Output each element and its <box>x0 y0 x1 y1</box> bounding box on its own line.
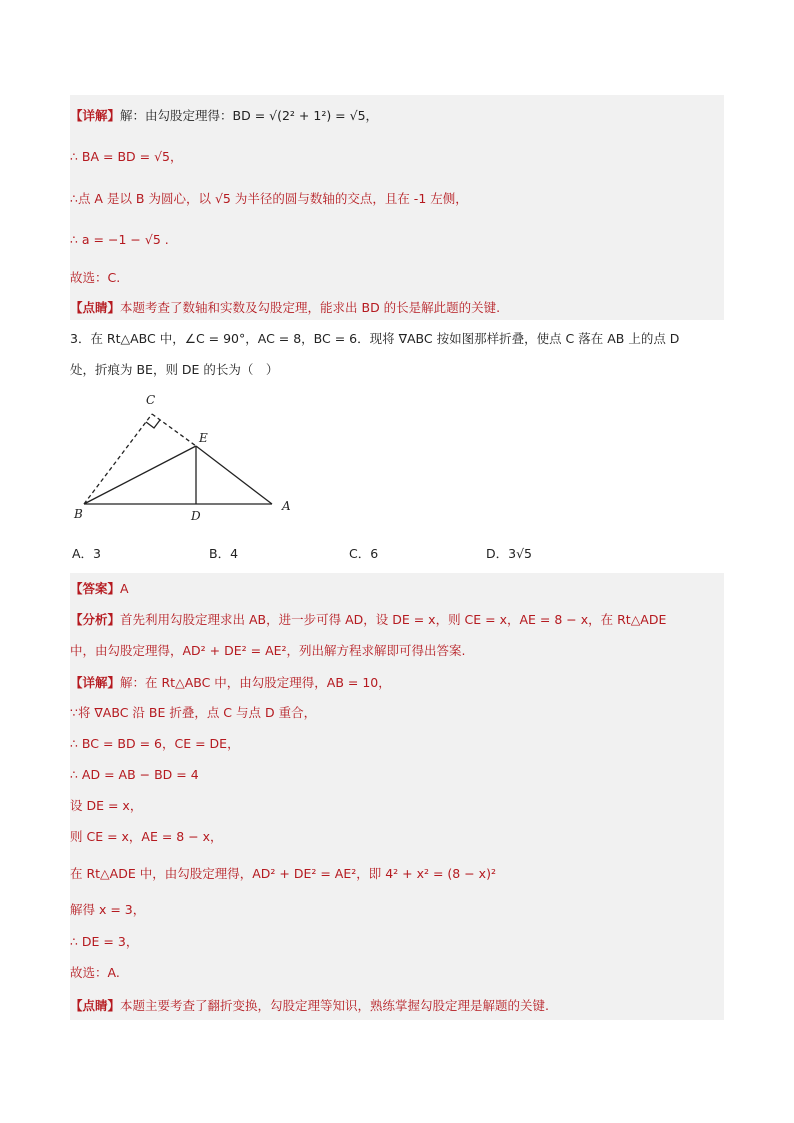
sol3-detail-6: 则 CE = x，AE = 8 − x， <box>70 829 223 844</box>
sol3-detail-4: ∴ AD = AB − BD = 4 <box>70 767 199 782</box>
q3-stem-line-2: 处，折痕为 BE，则 DE 的长为（ ） <box>70 362 279 377</box>
segment-EA <box>196 446 272 504</box>
label-D: D <box>191 509 201 523</box>
sol3-detail-5: 设 DE = x， <box>70 798 143 813</box>
sol1-line-3: ∴点 A 是以 B 为圆心，以 √5 为半径的圆与数轴的交点，且在 -1 左侧， <box>70 191 468 206</box>
segment-BC-dashed <box>84 414 152 504</box>
option-A: A．3 <box>72 546 102 561</box>
segment-BE <box>84 446 196 504</box>
option-D: D．3√5 <box>486 546 532 561</box>
analysis-text-1: 首先利用勾股定理求出 AB，进一步可得 AD，设 DE = x，则 CE = x，AE = 8 − x，在 Rt△ADE <box>120 612 667 627</box>
sol1-text-1: 解：由勾股定理得：BD = √(2² + 1²) = √5， <box>120 108 379 123</box>
sol3-comment <box>70 996 549 1016</box>
sol1-comment-text: 本题考查了数轴和实数及勾股定理，能求出 BD 的长是解此题的关键. <box>120 300 501 315</box>
analysis-tag: 【分析】 <box>70 612 121 627</box>
sol3-answer <box>70 579 129 599</box>
sol1-comment <box>70 298 500 318</box>
sol3-comment-text: 本题主要考查了翻折变换，勾股定理等知识，熟练掌握勾股定理是解题的关键. <box>120 998 549 1013</box>
sol3-detail-2: ∵将 ∇ABC 沿 BE 折叠，点 C 与点 D 重合， <box>70 705 317 720</box>
label-E: E <box>199 431 208 445</box>
sol3-detail-10: 故选：A. <box>70 965 120 980</box>
comment-tag: 【点睛】 <box>70 300 121 315</box>
detail-text-1: 解：在 Rt△ABC 中，由勾股定理得，AB = 10， <box>120 675 391 690</box>
sol3-analysis-2: 中，由勾股定理得，AD² + DE² = AE²，列出解方程求解即可得出答案. <box>70 643 466 658</box>
option-B: B．4 <box>209 546 239 561</box>
sol3-detail-3: ∴ BC = BD = 6，CE = DE， <box>70 736 240 751</box>
sol3-detail-7: 在 Rt△ADE 中，由勾股定理得，AD² + DE² = AE²，即 4² + x² = (8 − x)² <box>70 866 496 881</box>
fold-triangle-figure <box>72 390 302 525</box>
answer-value: A <box>120 581 129 596</box>
q3-stem-line-1: 3．在 Rt△ABC 中，∠C = 90°，AC = 8，BC = 6．现将 ∇ABC 按如图那样折叠，使点 C 落在 AB 上的点 D <box>70 331 680 346</box>
sol3-detail-1 <box>70 673 391 693</box>
detail-tag: 【详解】 <box>70 675 121 690</box>
label-C: C <box>146 393 156 407</box>
option-C: C．6 <box>349 546 379 561</box>
sol1-line-1 <box>70 106 378 126</box>
label-A: A <box>282 499 291 513</box>
sol3-detail-8: 解得 x = 3， <box>70 902 146 917</box>
sol1-line-2: ∴ BA = BD = √5， <box>70 149 183 164</box>
sol3-analysis-1 <box>70 610 666 630</box>
label-B: B <box>74 507 83 521</box>
comment-tag: 【点睛】 <box>70 998 121 1013</box>
segment-CE-dashed <box>152 414 196 446</box>
sol1-line-4: ∴ a = −1 − √5 . <box>70 232 169 247</box>
detail-tag: 【详解】 <box>70 108 121 123</box>
sol3-detail-9: ∴ DE = 3， <box>70 934 139 949</box>
answer-tag: 【答案】 <box>70 581 121 596</box>
right-angle-mark <box>146 420 160 428</box>
sol1-line-5: 故选：C. <box>70 270 121 285</box>
